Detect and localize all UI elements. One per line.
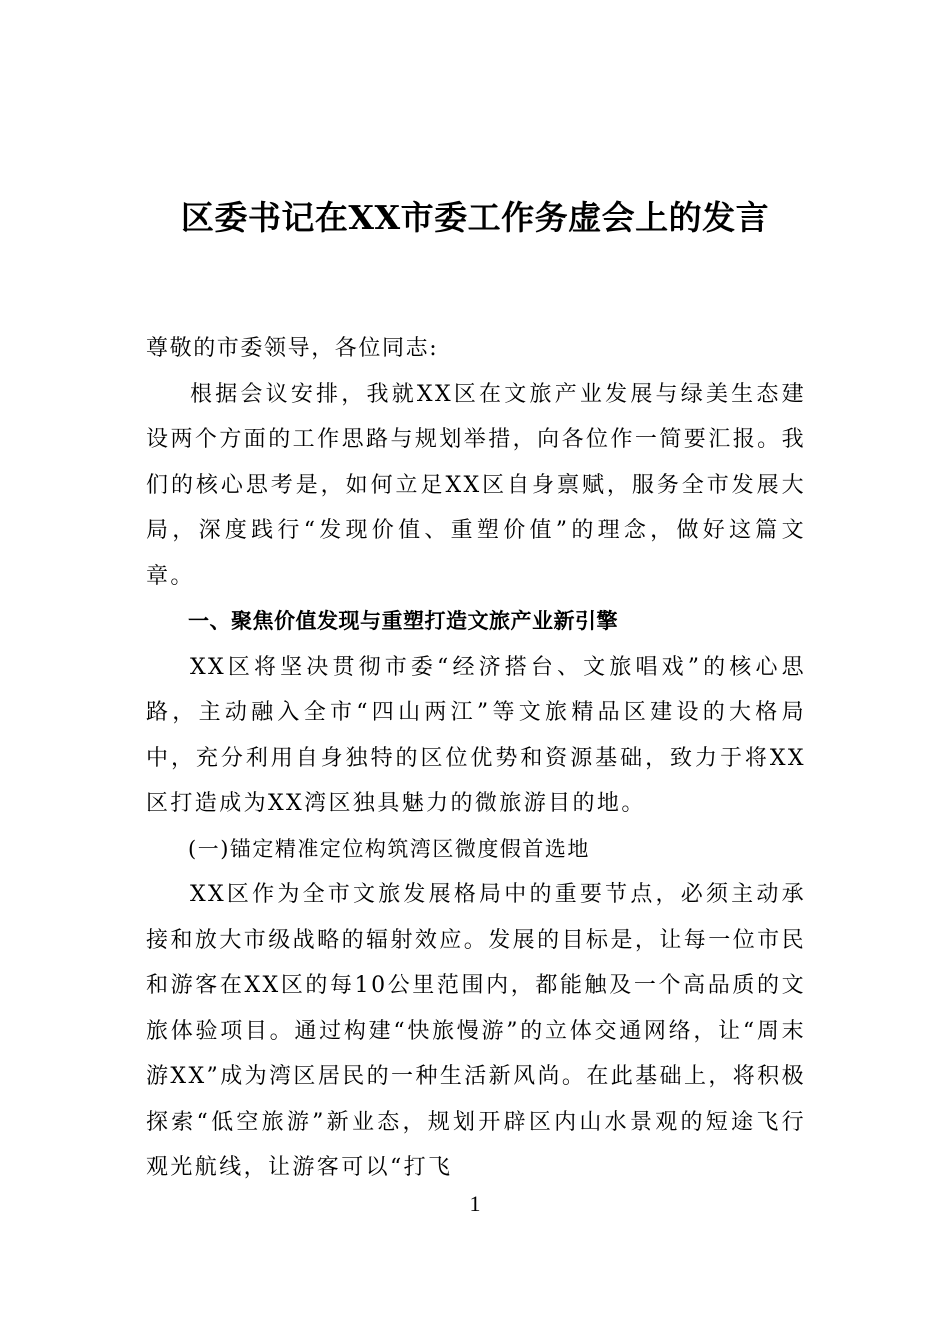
subsection-heading: (一)锚定精准定位构筑湾区微度假首选地 [188,836,590,861]
intro-paragraph: 根据会议安排，我就XX区在文旅产业发展与绿美生态建设两个方面的工作思路与规划举措，向各位作一简要汇报。我们的核心思考是，如何立足XX区自身禀赋，服务全市发展大局，深度践行“发现价值、重塑价值”的理念，做好这篇文章。 [146,381,806,589]
section-heading: 一、聚焦价值发现与重塑打造文旅产业新引擎 [188,609,618,633]
document-body [146,326,806,1191]
subsection-paragraph: XX区作为全市文旅发展格局中的重要节点，必须主动承接和放大市级战略的辐射效应。发展的目标是，让每一位市民和游客在XX区的每10公里范围内，都能触及一个高品质的文旅体验项目。通过构建“快旅慢游”的立体交通网络，让“周末游XX”成为湾区居民的一种生活新风尚。在此基础上，将积极探索“低空旅游”新业态，规划开辟区内山水景观的短途飞行观光航线，让游客可以“打飞 [146,882,806,1180]
document-title: 区委书记在XX市委工作务虚会上的发言 [180,198,770,237]
section-paragraph: XX区将坚决贯彻市委“经济搭台、文旅唱戏”的核心思路，主动融入全市“四山两江”等文旅精品区建设的大格局中，充分利用自身独特的区位优势和资源基础，致力于将XX区打造成为XX湾区独具魅力的微旅游目的地。 [146,654,806,816]
salutation: 尊敬的市委领导，各位同志: [146,336,439,361]
page-number: 1 [469,1191,481,1216]
